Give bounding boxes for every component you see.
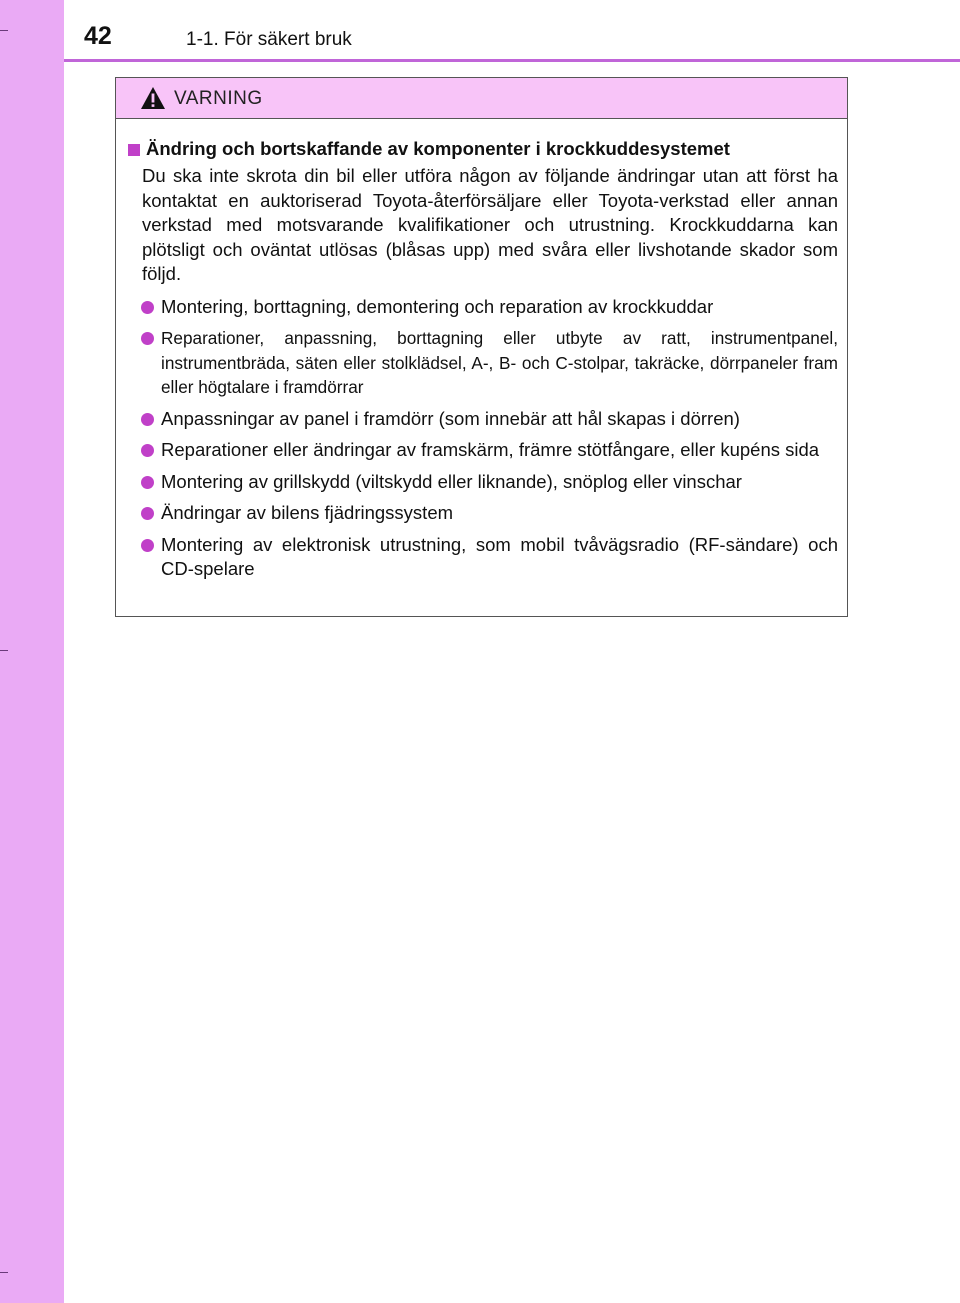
list-item-text: Reparationer, anpassning, borttagning eller utbyte av ratt, instrumentpanel, instrumentbräda, säten eller stolklädsel, A-, B- och C-stolpar, takräcke, dörrpaneler fram eller högtalare i framdörrar [161, 328, 838, 397]
bullet-dot-icon [141, 301, 154, 314]
bullet-dot-icon [141, 507, 154, 520]
bullet-dot-icon [141, 539, 154, 552]
warning-intro: Du ska inte skrota din bil eller utföra någon av följande ändringar utan att först ha kontaktat en auktoriserad Toyota-återförsäljare eller Toyota-verkstad eller annan verkstad med motsvarande kvalifikationer och utrustning. Krockkuddarna kan plötsligt och oväntat utlösas (blåsas upp) med svåra eller livshotande skador som följd. [142, 165, 838, 284]
list-item-text: Anpassningar av panel i framdörr (som innebär att hål skapas i dörren) [161, 407, 740, 429]
warning-triangle-icon [140, 86, 166, 110]
square-bullet-icon [128, 144, 140, 156]
list-item [125, 438, 838, 463]
page-edge-tab [0, 0, 64, 1303]
warning-body [116, 119, 847, 582]
page-number: 42 [84, 22, 112, 50]
warning-heading: Ändring och bortskaffande av komponenter i krockkuddesystemet [146, 138, 730, 159]
bullet-dot-icon [141, 476, 154, 489]
list-item-text: Reparationer eller ändringar av framskärm, främre stötfångare, eller kupéns sida [161, 439, 820, 460]
warning-box [115, 77, 848, 617]
list-item [125, 295, 838, 320]
list-item-text: Montering, borttagning, demontering och reparation av krockkuddar [161, 295, 714, 317]
warning-header [116, 78, 847, 119]
warning-list [125, 295, 838, 582]
list-item [125, 533, 838, 582]
warning-title: VARNING [174, 88, 263, 109]
crop-mark [0, 650, 8, 651]
list-item [125, 326, 838, 400]
list-item-text: Montering av elektronisk utrustning, som mobil tvåvägsradio (RF-sändare) och CD-spelare [161, 533, 838, 579]
list-item-text: Ändringar av bilens fjädringssystem [161, 502, 454, 523]
warning-heading-row [125, 137, 838, 161]
list-item [125, 407, 838, 432]
section-title: 1-1. För säkert bruk [186, 29, 352, 50]
list-item [125, 501, 838, 526]
list-item [125, 470, 838, 495]
header-rule [64, 59, 960, 62]
crop-mark [0, 30, 8, 31]
bullet-dot-icon [141, 413, 154, 426]
bullet-dot-icon [141, 444, 154, 457]
crop-mark [0, 1272, 8, 1273]
bullet-dot-icon [141, 332, 154, 345]
list-item-text: Montering av grillskydd (viltskydd eller liknande), snöplog eller vinschar [161, 470, 742, 492]
